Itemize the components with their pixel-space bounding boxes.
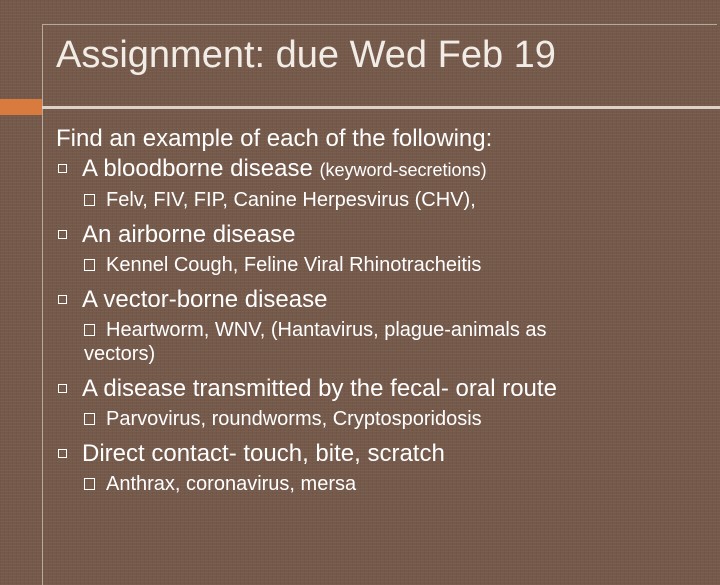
sub-item-text: Kennel Cough, Feline Viral Rhinotracheitis	[106, 254, 482, 276]
item-note: (keyword-secretions)	[319, 160, 487, 180]
item-label: A bloodborne disease	[82, 155, 313, 182]
list-item	[56, 439, 706, 469]
checkbox-bullet-icon	[84, 413, 95, 425]
square-bullet-icon	[58, 230, 67, 239]
intro-text: Find an example of each of the following:	[56, 125, 493, 152]
sub-item-text: Parvovirus, roundworms, Cryptosporidosis	[106, 408, 482, 430]
square-bullet-icon	[58, 449, 67, 458]
sub-item-text-continued: vectors)	[84, 343, 156, 365]
sub-item-text: Felv, FIV, FIP, Canine Herpesvirus (CHV),	[106, 189, 476, 211]
list-item	[56, 220, 706, 250]
title-divider	[42, 106, 720, 109]
slide-title: Assignment: due Wed Feb 19	[56, 34, 556, 76]
list-item	[56, 154, 706, 185]
list-item	[56, 374, 706, 404]
sub-item-text: Anthrax, coronavirus, mersa	[106, 473, 357, 495]
item-label: A vector-borne disease	[82, 286, 328, 313]
item-label: An airborne disease	[82, 221, 296, 248]
checkbox-bullet-icon	[84, 478, 95, 490]
sub-item-text: Heartworm, WNV, (Hantavirus, plague-animals as	[106, 319, 547, 341]
title-accent-bar	[0, 99, 42, 115]
sub-list-item	[56, 472, 706, 496]
sub-list-item	[56, 407, 706, 431]
square-bullet-icon	[58, 384, 67, 393]
square-bullet-icon	[58, 164, 67, 173]
slide-body	[56, 124, 706, 504]
square-bullet-icon	[58, 295, 67, 304]
list-item	[56, 285, 706, 315]
item-label: Direct contact- touch, bite, scratch	[82, 440, 445, 467]
sub-list-item	[56, 188, 706, 212]
checkbox-bullet-icon	[84, 259, 95, 271]
item-label: A disease transmitted by the fecal- oral route	[82, 375, 557, 402]
checkbox-bullet-icon	[84, 194, 95, 206]
sub-list-item	[56, 253, 706, 277]
checkbox-bullet-icon	[84, 324, 95, 336]
sub-list-item	[56, 318, 706, 366]
